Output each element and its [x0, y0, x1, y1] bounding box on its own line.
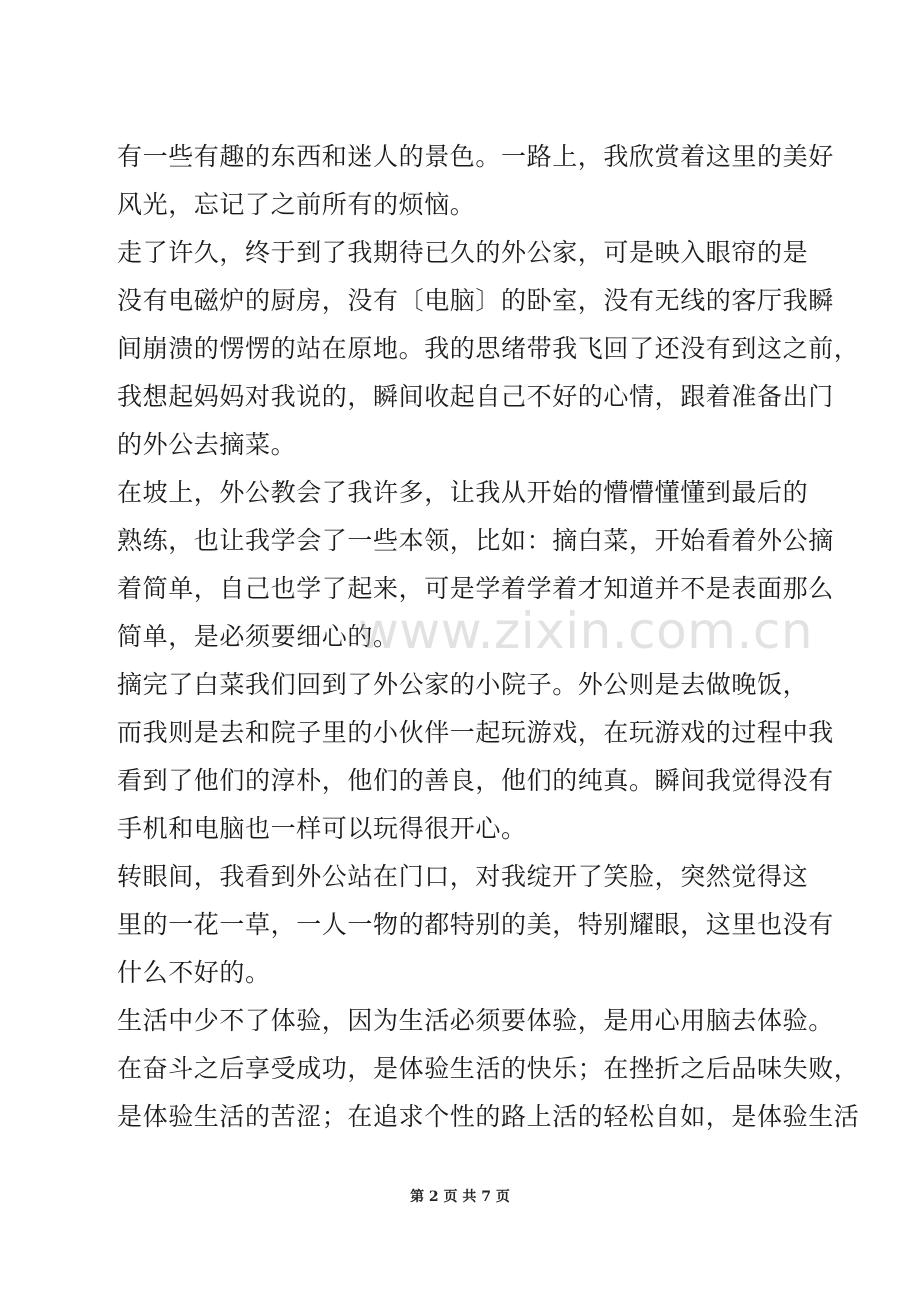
text-line: 什么不好的。 — [117, 958, 271, 987]
text-line: 没有电磁炉的厨房，没有〔电脑〕的卧室，没有无线的客厅我瞬 — [117, 286, 834, 315]
text-line: 而我则是去和院子里的小伙伴一起玩游戏，在玩游戏的过程中我 — [117, 718, 834, 747]
text-line: 着简单，自己也学了起来，可是学着学着才知道并不是表面那么 — [117, 574, 834, 603]
text-line: 熟练，也让我学会了一些本领，比如：摘白菜，开始看着外公摘 — [117, 526, 834, 555]
text-line: 走了许久，终于到了我期待已久的外公家，可是映入眼帘的是 — [117, 238, 809, 267]
text-line: 转眼间，我看到外公站在门口，对我绽开了笑脸，突然觉得这 — [117, 862, 809, 891]
text-line: 在坡上，外公教会了我许多，让我从开始的懵懵懂懂到最后的 — [117, 478, 809, 507]
text-line: 间崩溃的愣愣的站在原地。我的思绪带我飞回了还没有到这之前， — [117, 334, 860, 363]
text-line: 是体验生活的苦涩；在追求个性的路上活的轻松自如，是体验生活 — [117, 1102, 860, 1131]
text-line: 在奋斗之后享受成功，是体验生活的快乐；在挫折之后品味失败， — [117, 1054, 860, 1083]
page-number-footer: 第 2 页 共 7 页 — [410, 1189, 510, 1205]
text-line: 有一些有趣的东西和迷人的景色。一路上，我欣赏着这里的美好 — [117, 142, 834, 171]
watermark: www.zixin.com.cn — [358, 602, 814, 660]
text-line: 我想起妈妈对我说的，瞬间收起自己不好的心情，跟着准备出门 — [117, 382, 834, 411]
text-line: 的外公去摘菜。 — [117, 430, 297, 459]
text-line: 看到了他们的淳朴，他们的善良，他们的纯真。瞬间我觉得没有 — [117, 766, 834, 795]
text-line: 简单，是必须要细心的。 — [117, 622, 399, 651]
text-line: 手机和电脑也一样可以玩得很开心。 — [117, 814, 527, 843]
text-line: 摘完了白菜我们回到了外公家的小院子。外公则是去做晚饭， — [117, 670, 809, 699]
text-line: 生活中少不了体验，因为生活必须要体验，是用心用脑去体验。 — [117, 1006, 834, 1035]
text-line: 风光，忘记了之前所有的烦恼。 — [117, 190, 476, 219]
text-line: 里的一花一草，一人一物的都特别的美，特别耀眼，这里也没有 — [117, 910, 834, 939]
